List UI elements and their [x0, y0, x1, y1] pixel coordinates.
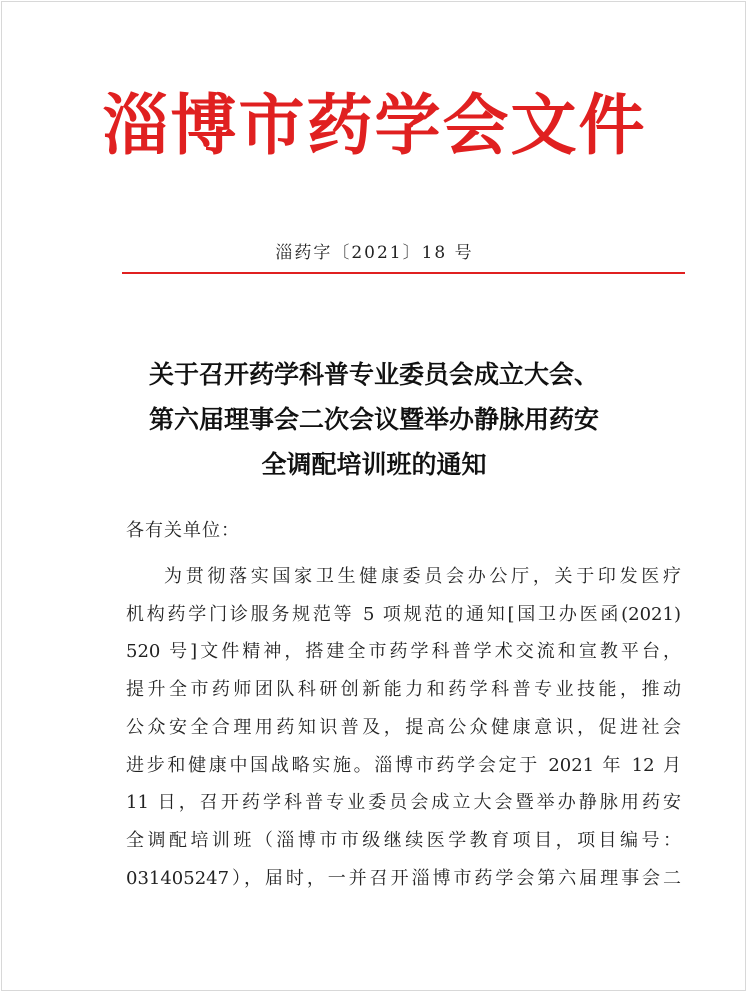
body-line: 机构药学门诊服务规范等 5 项规范的通知[国卫办医函(2021) — [126, 603, 681, 625]
notice-title-line: 关于召开药学科普专业委员会成立大会、 — [148, 360, 599, 389]
issuer-header: 淄博市药学会文件 — [102, 86, 647, 164]
body-line: 公众安全合理用药知识普及，提高公众健康意识，促进社会 — [126, 716, 681, 738]
notice-title-line: 全调配培训班的通知 — [261, 450, 487, 479]
notice-title-line: 第六届理事会二次会议暨举办静脉用药安 — [148, 405, 599, 434]
red-divider — [122, 272, 685, 274]
body-paragraph — [126, 558, 681, 897]
body-line: 为贯彻落实国家卫生健康委员会办公厅，关于印发医疗 — [164, 566, 681, 587]
salutation: 各有关单位： — [126, 520, 240, 541]
body-line: 11 日，召开药学科普专业委员会成立大会暨举办静脉用药安 — [126, 792, 681, 814]
document-number: 淄药字〔2021〕18 号 — [275, 243, 474, 263]
body-line: 520 号]文件精神，搭建全市药学科普学术交流和宣教平台， — [126, 641, 681, 663]
body-line: 提升全市药师团队科研创新能力和药学科普专业技能，推动 — [126, 679, 681, 701]
notice-title — [100, 352, 648, 487]
body-line: 031405247），届时，一并召开淄博市药学会第六届理事会二 — [126, 867, 681, 889]
body-line: 全调配培训班（淄博市市级继续医学教育项目，项目编号： — [126, 829, 681, 851]
body-line: 进步和健康中国战略实施。淄博市药学会定于 2021 年 12 月 — [126, 754, 681, 776]
